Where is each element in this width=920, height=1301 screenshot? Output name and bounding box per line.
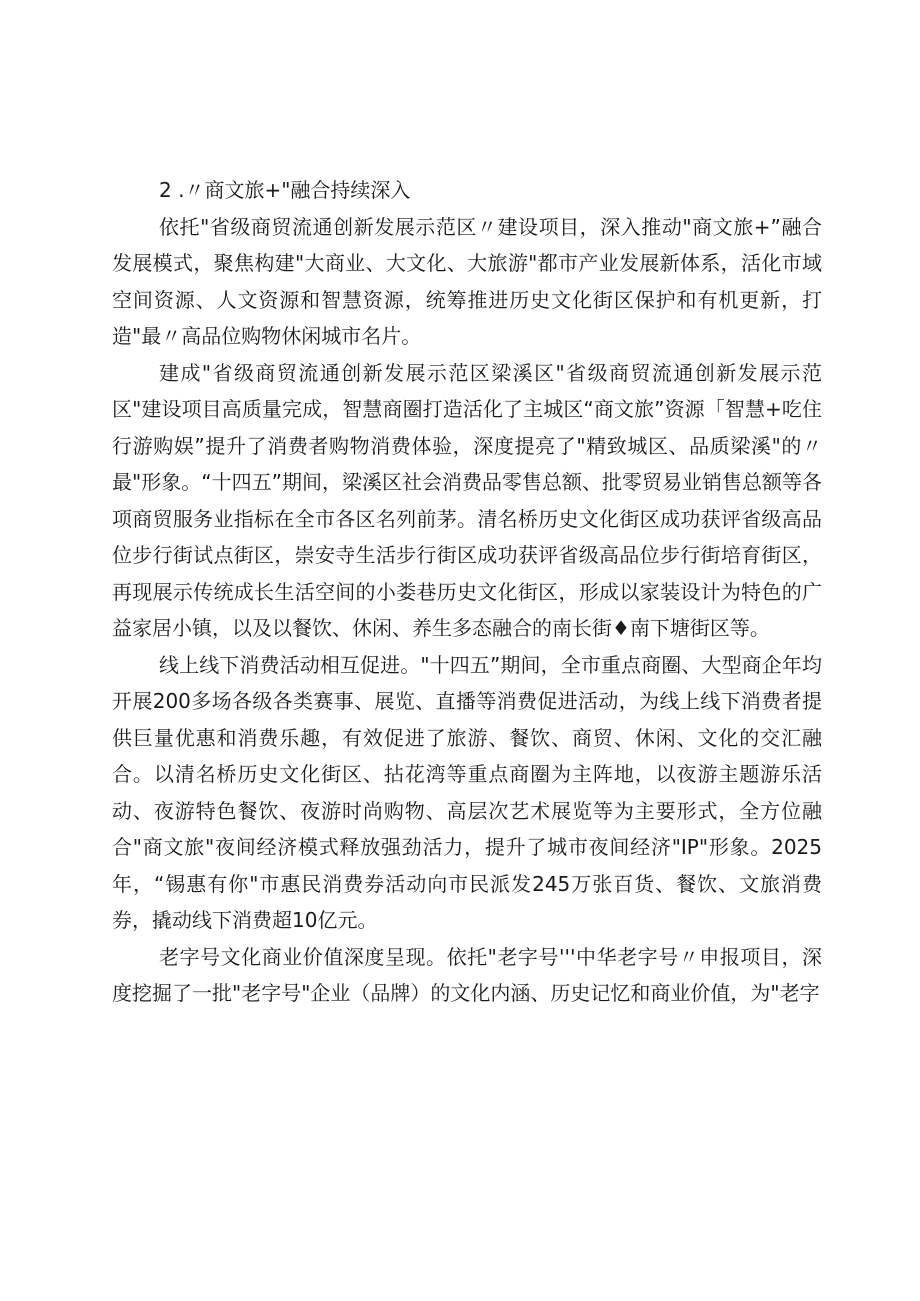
paragraph-time-honored-brands: 老字号文化商业价值深度呈现。依托"老字号'''中华老字号〃申报项目，深度挖掘了一批"老字号"企业（品牌）的文化内涵、历史记忆和商业价值，为"老字 xyxy=(112,944,822,1005)
paragraph-liangxi-demonstration: 建成"省级商贸流通创新发展示范区梁溪区"省级商贸流通创新发展示范区"建设项目高质量完成，智慧商圈打造活化了主城区“商文旅”资源「智慧+吃住行游购娱”提升了消费者购物消费体验，深度提亮了"精致城区、品质梁溪"的〃最"形象。“十四五”期间，梁溪区社会消费品零售总额、批零贸易业销售总额等各项商贸服务业指标在全市各区名列前茅。清名桥历史文化街区成功获评省级高品位步行街试点街区，崇安寺生活步行街区成功获评省级高品位步行街培育街区，再现展示传统成长生活空间的小娄巷历史文化街区，形成以家装设计为特色的广益家居小镇，以及以餐饮、休闲、养生多态融合的南长街♦南下塘街区等。 xyxy=(112,360,822,640)
paragraph-consumption-activities: 线上线下消费活动相互促进。"十四五”期间，全市重点商圈、大型商企年均开展200多场各级各类赛事、展览、直播等消费促进活动，为线上线下消费者提供巨量优惠和消费乐趣，有效促进了旅游、餐饮、商贸、休闲、文化的交汇融合。以清名桥历史文化街区、拈花湾等重点商圈为主阵地，以夜游主题游乐活动、夜游特色餐饮、夜游时尚购物、高层次艺术展览等为主要形式，全方位融合"商文旅"夜间经济模式释放强劲活力，提升了城市夜间经济"IP"形象。2025年，“锡惠有你"市惠民消费券活动向市民派发245万张百货、餐饮、文旅消费券，撬动线下消费超10亿元。 xyxy=(112,652,822,932)
section-heading: 2 .〃商文旅+"融合持续深入 xyxy=(159,178,411,202)
document-body xyxy=(112,172,822,1012)
paragraph-fusion-overview: 依托"省级商贸流通创新发展示范区〃建设项目，深入推动"商文旅+”融合发展模式，聚焦构建"大商业、大文化、大旅游"都市产业发展新体系，活化市域空间资源、人文资源和智慧资源，统筹推进历史文化街区保护和有机更新，打造"最〃高品位购物休闲城市名片。 xyxy=(112,214,822,348)
